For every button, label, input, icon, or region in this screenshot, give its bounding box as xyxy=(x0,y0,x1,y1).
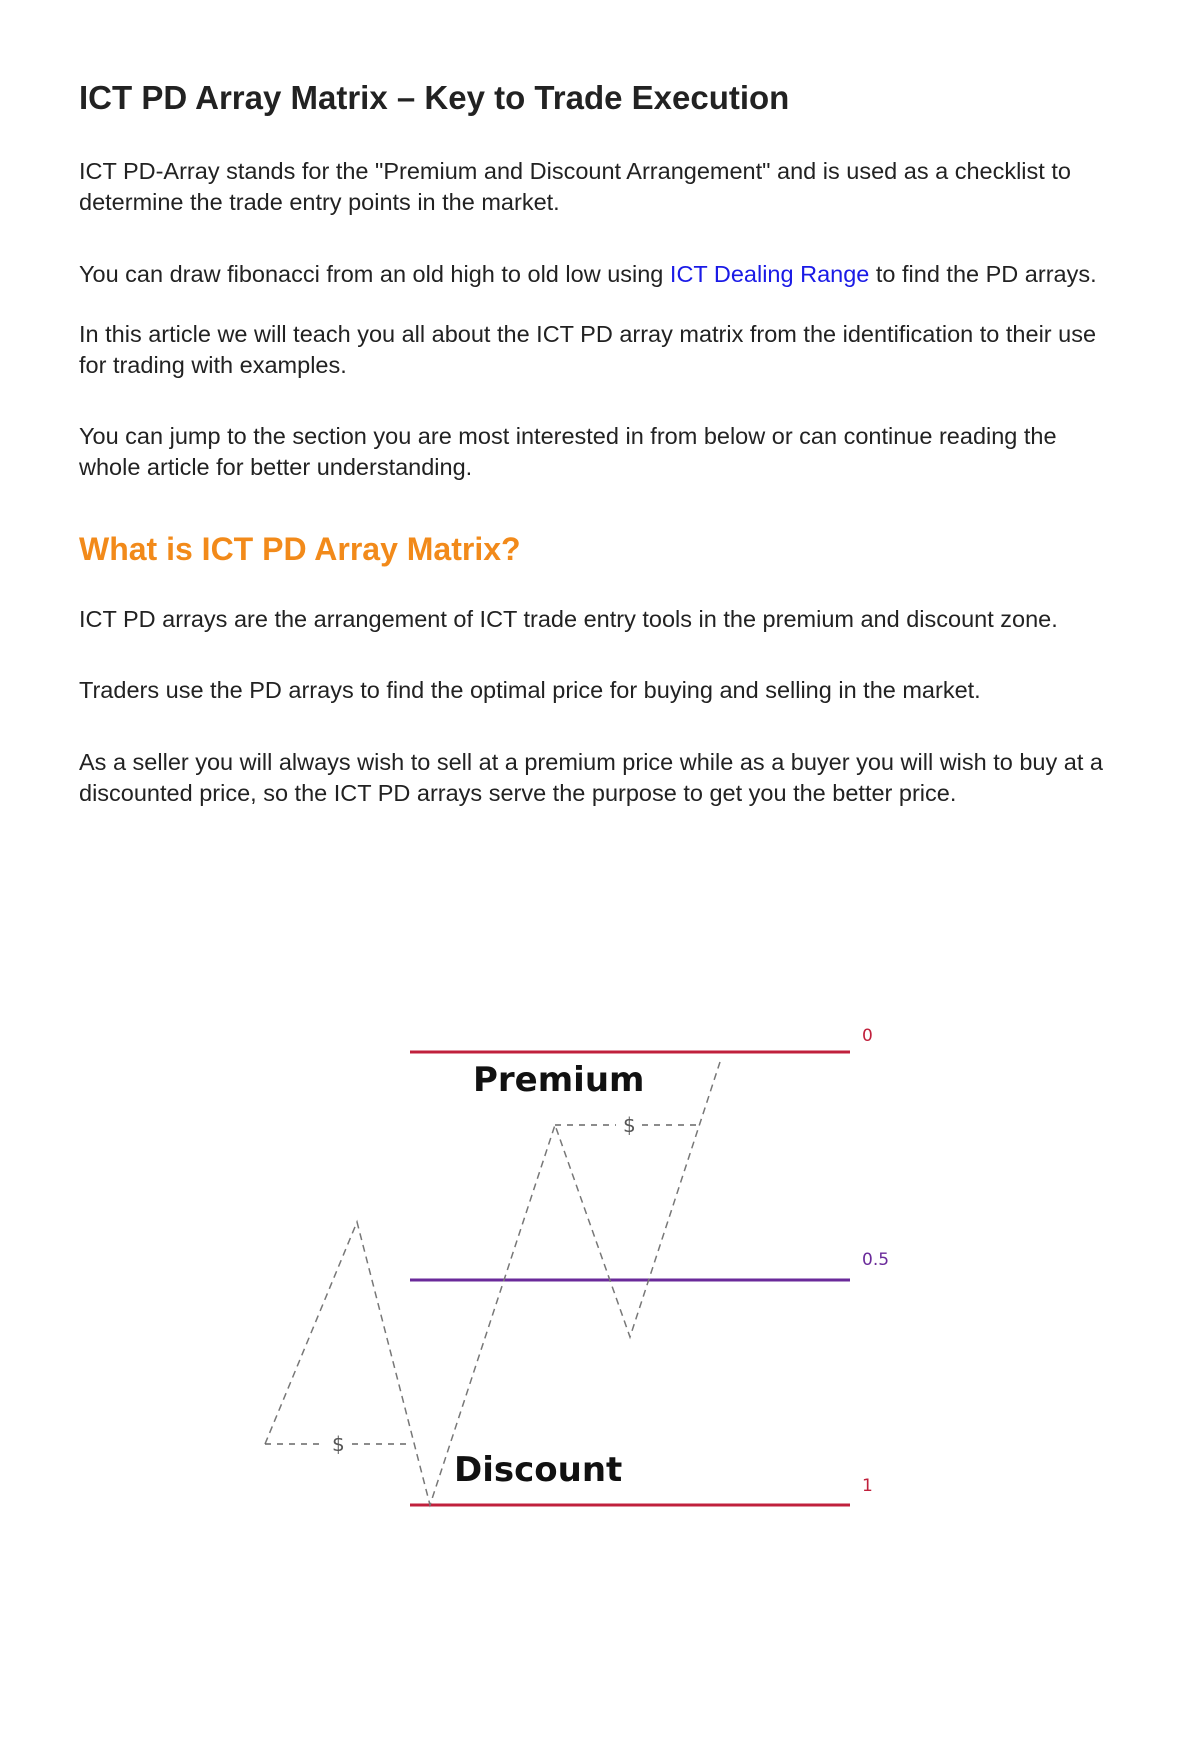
liquidity-symbol-low: $ xyxy=(332,1432,345,1456)
section-paragraph: Traders use the PD arrays to find the optimal price for buying and selling in the market. xyxy=(79,677,981,703)
section-paragraph: ICT PD arrays are the arrangement of ICT trade entry tools in the premium and discount zone. xyxy=(79,606,1058,632)
article-scope-paragraph: In this article we will teach you all about the ICT PD array matrix from the identification to their use for trading with examples. xyxy=(79,321,1097,378)
section-heading: What is ICT PD Array Matrix? xyxy=(79,531,521,567)
article-body xyxy=(79,78,1119,809)
level-label-0-5: 0.5 xyxy=(862,1250,890,1270)
intro-paragraph: ICT PD-Array stands for the "Premium and Discount Arrangement" and is used as a checklist to determine the trade entry points in the market. xyxy=(79,158,1071,215)
section-paragraph: As a seller you will always wish to sell at a premium price while as a buyer you will wish to buy at a discounted price, so the ICT PD arrays serve the purpose to get you the better price. xyxy=(79,749,1103,806)
level-label-1: 1 xyxy=(862,1476,873,1496)
fibonacci-text-after: to find the PD arrays. xyxy=(869,261,1097,287)
discount-label: Discount xyxy=(454,1450,623,1490)
liquidity-symbol-high: $ xyxy=(623,1113,636,1137)
fibonacci-text-before: You can draw fibonacci from an old high to old low using xyxy=(79,261,670,287)
page-title: ICT PD Array Matrix – Key to Trade Execution xyxy=(79,79,790,116)
level-label-0: 0 xyxy=(862,1026,873,1046)
price-path xyxy=(265,1062,720,1505)
ict-dealing-range-link[interactable]: ICT Dealing Range xyxy=(669,261,870,287)
jump-paragraph: You can jump to the section you are most interested in from below or can continue reading the whole article for better understanding. xyxy=(79,423,1057,480)
premium-label: Premium xyxy=(473,1060,645,1100)
fibonacci-paragraph xyxy=(79,259,1119,290)
